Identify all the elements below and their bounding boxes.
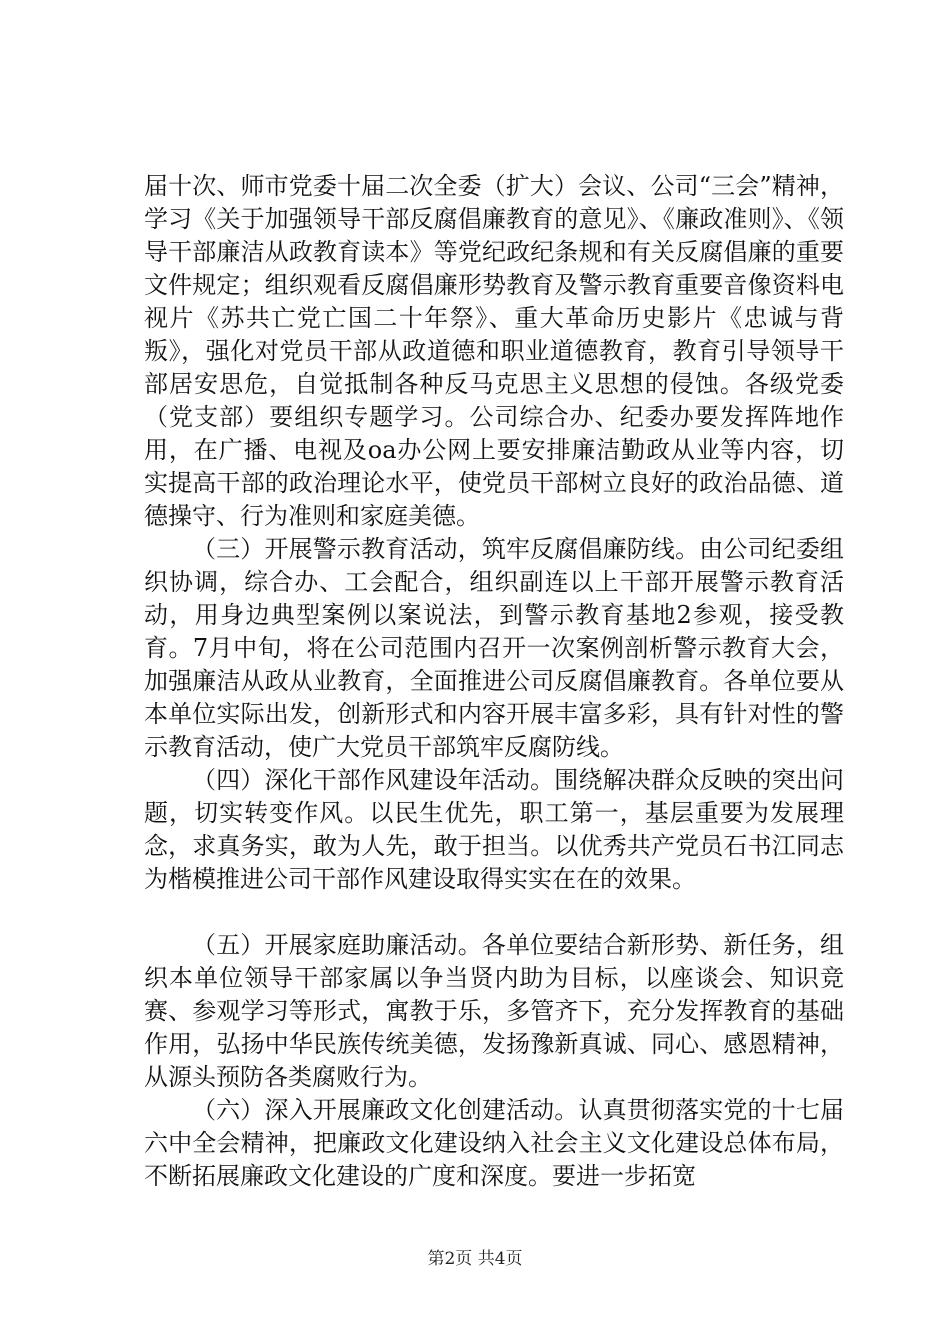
paragraph-warning-education: （三）开展警示教育活动，筑牢反腐倡廉防线。由公司纪委组织协调，综合办、工会配合，组织副连以上干部开展警示教育活动，用身边典型案例以案说法，到警示教育基地2参观，接受教育。7月中旬，将在公司范围内召开一次案例剖析警示教育大会，加强廉洁从政从业教育，全面推进公司反腐倡廉教育。各单位要从本单位实际出发，创新形式和内容开展丰富多彩，具有针对性的警示教育活动，使广大党员干部筑牢反腐防线。 <box>144 535 844 761</box>
paragraph-continuation: 届十次、师市党委十届二次全委（扩大）会议、公司“三会”精神，学习《关于加强领导干部反腐倡廉教育的意见》、《廉政准则》、《领导干部廉洁从政教育读本》等党纪政纪条规和有关反腐倡廉的重要文件规定；组织观看反腐倡廉形势教育及警示教育重要音像资料电视片《苏共亡党亡国二十年祭》、重大革命历史影片《忠诚与背叛》，强化对党员干部从政道德和职业道德教育，教育引导领导干部居安思危，自觉抵制各种反马克思主义思想的侵蚀。各级党委（党支部）要组织专题学习。公司综合办、纪委办要发挥阵地作用，在广播、电视及oa办公网上要安排廉洁勤政从业等内容，切实提高干部的政治理论水平，使党员干部树立良好的政治品德、道德操守、行为准则和家庭美德。 <box>144 172 844 530</box>
page-number-footer: 第2页 共4页 <box>427 1249 523 1269</box>
paragraph-family-integrity: （五）开展家庭助廉活动。各单位要结合新形势、新任务，组织本单位领导干部家属以争当贤内助为目标，以座谈会、知识竞赛、参观学习等形式，寓教于乐，多管齐下，充分发挥教育的基础作用，弘扬中华民族传统美德，发扬豫新真诚、同心、感恩精神，从源头预防各类腐败行为。 <box>144 931 844 1091</box>
paragraph-work-style: （四）深化干部作风建设年活动。围绕解决群众反映的突出问题，切实转变作风。以民生优先，职工第一，基层重要为发展理念，求真务实，敢为人先，敢于担当。以优秀共产党员石书江同志为楷模推进公司干部作风建设取得实实在在的效果。 <box>144 766 844 893</box>
document-body <box>144 170 844 1193</box>
paragraph-integrity-culture: （六）深入开展廉政文化创建活动。认真贯彻落实党的十七届六中全会精神，把廉政文化建设纳入社会主义文化建设总体布局，不断拓展廉政文化建设的广度和深度。要进一步拓宽 <box>144 1096 844 1190</box>
